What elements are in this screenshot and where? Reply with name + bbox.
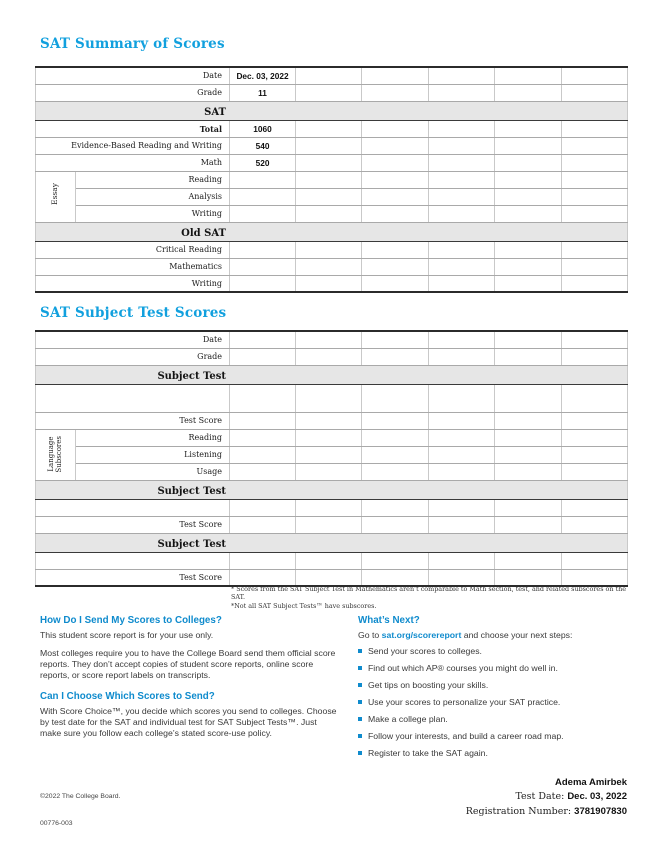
- score-cell: [429, 120, 495, 137]
- score-cell: [230, 384, 296, 412]
- score-cell: [495, 67, 562, 84]
- score-cell: [429, 275, 495, 292]
- list-item-text: Get tips on boosting your skills.: [368, 679, 489, 690]
- score-cell: [362, 463, 429, 480]
- essay-group-cell: [36, 171, 76, 222]
- score-cell: [495, 205, 562, 222]
- section-header-cell: [36, 365, 628, 384]
- score-cell: [362, 171, 429, 188]
- score-cell: [495, 384, 562, 412]
- score-cell: [230, 258, 296, 275]
- score-cell: [429, 154, 495, 171]
- score-cell: [495, 171, 562, 188]
- score-cell: [562, 552, 628, 569]
- subject-name-row: [36, 499, 628, 516]
- score-cell: [429, 446, 495, 463]
- score-cell: [362, 154, 429, 171]
- essay-group-label: Essay: [50, 183, 60, 205]
- score-cell: [562, 137, 628, 154]
- row-label: Grade: [36, 84, 230, 101]
- score-cell: [296, 137, 362, 154]
- whats-next-intro: [358, 630, 643, 641]
- subject-name-cell: [36, 552, 230, 569]
- list-item-text: Register to take the SAT again.: [368, 747, 488, 758]
- score-cell: [296, 258, 362, 275]
- score-cell: [495, 84, 562, 101]
- score-cell: [296, 241, 362, 258]
- score-cell: [495, 463, 562, 480]
- score-cell: [562, 384, 628, 412]
- score-cell: [296, 188, 362, 205]
- ebrw-value-cell: 540: [230, 137, 296, 154]
- bullet-square-icon: [358, 666, 362, 670]
- section-header-cell: [36, 101, 628, 120]
- student-name: Adema Amirbek: [555, 777, 627, 788]
- subject-test-header-row: [36, 480, 628, 499]
- score-cell: [562, 429, 628, 446]
- footnote-line: *Not all SAT Subject Tests™ have subscores.: [231, 601, 377, 610]
- date-value-cell: Dec. 03, 2022: [230, 67, 296, 84]
- list-item: [358, 748, 643, 758]
- list-item: [358, 680, 643, 690]
- table-row: [36, 429, 628, 446]
- score-cell: [296, 446, 362, 463]
- footnotes: [231, 585, 631, 610]
- score-cell: [562, 188, 628, 205]
- bullet-square-icon: [358, 700, 362, 704]
- send-scores-heading: How Do I Send My Scores to Colleges?: [40, 615, 222, 626]
- score-cell: [362, 275, 429, 292]
- score-choice-heading: Can I Choose Which Scores to Send?: [40, 690, 215, 702]
- score-cell: [362, 120, 429, 137]
- section-header-label: Subject Test: [157, 538, 226, 550]
- score-cell: [562, 120, 628, 137]
- row-label: Writing: [76, 205, 230, 222]
- score-cell: [230, 552, 296, 569]
- test-date-value: Dec. 03, 2022: [567, 791, 627, 803]
- score-cell: [562, 258, 628, 275]
- row-label: Reading: [76, 429, 230, 446]
- score-cell: [296, 67, 362, 84]
- score-cell: [362, 552, 429, 569]
- score-choice-paragraph: With Score Choice™, you decide which scores you send to colleges. Choose by test date for the SAT and individual test for SAT Subject Tests™. Just make sure you follow each college’s stated score-use policy.: [40, 705, 337, 738]
- table-row: [36, 258, 628, 275]
- score-cell: [230, 412, 296, 429]
- score-cell: [495, 275, 562, 292]
- student-info-block: [327, 776, 627, 819]
- score-cell: [429, 188, 495, 205]
- row-label: Usage: [76, 463, 230, 480]
- score-cell: [429, 348, 495, 365]
- list-item: [358, 646, 643, 656]
- table-row: [36, 84, 628, 101]
- score-cell: [230, 171, 296, 188]
- sat-section-header-row: [36, 101, 628, 120]
- score-cell: [562, 412, 628, 429]
- score-cell: [230, 348, 296, 365]
- list-item-text: Make a college plan.: [368, 713, 448, 724]
- row-label: Listening: [76, 446, 230, 463]
- score-cell: [429, 412, 495, 429]
- section-header-label: Old SAT: [181, 227, 226, 239]
- score-cell: [230, 331, 296, 348]
- score-cell: [562, 446, 628, 463]
- list-item: [358, 731, 643, 741]
- score-cell: [296, 84, 362, 101]
- registration-label: Registration Number:: [465, 805, 575, 817]
- math-value-cell: 520: [230, 154, 296, 171]
- score-cell: [296, 348, 362, 365]
- test-date-line: [327, 790, 627, 804]
- score-cell: [362, 67, 429, 84]
- subject-test-title: SAT Subject Test Scores: [40, 305, 227, 321]
- score-cell: [495, 331, 562, 348]
- row-label: Grade: [36, 348, 230, 365]
- bullet-square-icon: [358, 751, 362, 755]
- score-cell: [296, 171, 362, 188]
- table-row: [36, 137, 628, 154]
- send-scores-paragraph: Most colleges require you to have the College Board send them official score reports. They don’t accept copies of student score reports, online score reports, or score report labels on transcripts.: [40, 647, 336, 680]
- test-date-label: Test Date:: [515, 791, 568, 803]
- row-label: Mathematics: [36, 258, 230, 275]
- score-cell: [296, 552, 362, 569]
- section-header-label: Subject Test: [157, 485, 226, 497]
- row-label: Test Score: [36, 569, 230, 586]
- score-cell: [495, 552, 562, 569]
- row-label: Test Score: [36, 412, 230, 429]
- score-cell: [562, 84, 628, 101]
- score-cell: [362, 348, 429, 365]
- language-group-label-line1: Language: [46, 436, 55, 473]
- score-cell: [562, 241, 628, 258]
- score-cell: [362, 258, 429, 275]
- score-cell: [562, 516, 628, 533]
- score-cell: [230, 188, 296, 205]
- row-label: Date: [36, 67, 230, 84]
- score-cell: [230, 463, 296, 480]
- table-row: [36, 171, 628, 188]
- score-cell: [495, 516, 562, 533]
- list-item-text: Send your scores to colleges.: [368, 645, 482, 656]
- score-cell: [495, 137, 562, 154]
- score-cell: [296, 205, 362, 222]
- next-steps-list: [358, 646, 643, 758]
- score-cell: [562, 205, 628, 222]
- score-cell: [230, 275, 296, 292]
- table-row: [36, 516, 628, 533]
- score-cell: [429, 552, 495, 569]
- score-cell: [230, 205, 296, 222]
- language-group-label-line2: Subscores: [54, 436, 63, 473]
- table-row: [36, 205, 628, 222]
- intro-prefix: Go to: [358, 630, 382, 640]
- score-cell: [495, 429, 562, 446]
- score-cell: [429, 67, 495, 84]
- score-cell: [495, 258, 562, 275]
- score-cell: [362, 188, 429, 205]
- list-item-text: Use your scores to personalize your SAT practice.: [368, 696, 561, 707]
- list-item: [358, 663, 643, 673]
- score-cell: [429, 205, 495, 222]
- table-row: [36, 412, 628, 429]
- table-row: [36, 188, 628, 205]
- section-header-cell: [36, 480, 628, 499]
- score-cell: [562, 499, 628, 516]
- score-cell: [429, 463, 495, 480]
- subject-test-header-row: [36, 533, 628, 552]
- score-cell: [296, 516, 362, 533]
- copyright-text: ©2022 The College Board.: [40, 793, 121, 800]
- section-header-cell: [36, 533, 628, 552]
- table-row: [36, 463, 628, 480]
- score-cell: [562, 154, 628, 171]
- subject-name-cell: [36, 384, 230, 412]
- score-cell: [296, 275, 362, 292]
- score-cell: [362, 331, 429, 348]
- subject-name-row: [36, 552, 628, 569]
- score-cell: [495, 188, 562, 205]
- score-cell: [429, 241, 495, 258]
- score-cell: [362, 137, 429, 154]
- subject-test-header-row: [36, 365, 628, 384]
- score-cell: [362, 499, 429, 516]
- score-cell: [230, 499, 296, 516]
- table-row: [36, 275, 628, 292]
- registration-line: [327, 805, 627, 819]
- score-cell: [495, 412, 562, 429]
- score-cell: [230, 446, 296, 463]
- subject-name-row: [36, 384, 628, 412]
- send-scores-section: [40, 615, 340, 746]
- registration-value: 3781907830: [574, 805, 627, 817]
- subject-name-cell: [36, 499, 230, 516]
- score-cell: [495, 241, 562, 258]
- row-label: Evidence-Based Reading and Writing: [36, 137, 230, 154]
- score-cell: [562, 348, 628, 365]
- score-cell: [429, 137, 495, 154]
- score-cell: [562, 275, 628, 292]
- score-cell: [495, 446, 562, 463]
- bullet-square-icon: [358, 649, 362, 653]
- score-cell: [296, 499, 362, 516]
- list-item-text: Follow your interests, and build a career road map.: [368, 730, 564, 741]
- score-cell: [562, 67, 628, 84]
- score-cell: [362, 446, 429, 463]
- score-report-link[interactable]: sat.org/scorereport: [381, 630, 462, 640]
- row-label: Test Score: [36, 516, 230, 533]
- row-label: Math: [36, 154, 230, 171]
- table-row: [36, 348, 628, 365]
- score-cell: [495, 348, 562, 365]
- score-cell: [230, 569, 296, 586]
- score-cell: [429, 258, 495, 275]
- row-label: Reading: [76, 171, 230, 188]
- footnote-line: * Scores from the SAT Subject Test in Mathematics aren’t comparable to Math section, test, and related subscores on the SAT.: [231, 585, 626, 602]
- grade-value-cell: 11: [230, 84, 296, 101]
- score-cell: [296, 120, 362, 137]
- score-cell: [429, 569, 495, 586]
- score-cell: [429, 384, 495, 412]
- score-cell: [495, 569, 562, 586]
- form-code: 00776-003: [40, 820, 73, 827]
- table-row: [36, 120, 628, 137]
- score-cell: [495, 154, 562, 171]
- table-row: [36, 154, 628, 171]
- score-cell: [562, 171, 628, 188]
- score-cell: [296, 412, 362, 429]
- bullet-square-icon: [358, 683, 362, 687]
- row-label: Total: [36, 120, 230, 137]
- score-cell: [296, 384, 362, 412]
- section-header-label: Subject Test: [157, 370, 226, 382]
- table-row: [36, 241, 628, 258]
- subject-test-table: [35, 330, 628, 587]
- table-row: [36, 67, 628, 84]
- score-cell: [296, 463, 362, 480]
- score-cell: [296, 331, 362, 348]
- list-item: [358, 697, 643, 707]
- whats-next-section: [358, 615, 643, 765]
- score-cell: [429, 171, 495, 188]
- row-label: Critical Reading: [36, 241, 230, 258]
- score-cell: [362, 384, 429, 412]
- score-cell: [495, 499, 562, 516]
- intro-suffix: and choose your next steps:: [461, 630, 573, 640]
- table-row: [36, 331, 628, 348]
- sat-summary-table: [35, 66, 628, 293]
- language-subscores-group-cell: [36, 429, 76, 480]
- score-cell: [362, 241, 429, 258]
- table-row: [36, 446, 628, 463]
- score-cell: [296, 429, 362, 446]
- row-label: Analysis: [76, 188, 230, 205]
- list-item: [358, 714, 643, 724]
- score-cell: [429, 84, 495, 101]
- score-cell: [362, 205, 429, 222]
- score-cell: [562, 331, 628, 348]
- table-row: [36, 569, 628, 586]
- score-cell: [429, 429, 495, 446]
- total-value-cell: 1060: [230, 120, 296, 137]
- score-cell: [230, 241, 296, 258]
- score-cell: [562, 463, 628, 480]
- row-label: Writing: [36, 275, 230, 292]
- score-cell: [495, 120, 562, 137]
- score-cell: [429, 516, 495, 533]
- section-header-label: SAT: [204, 106, 226, 118]
- score-cell: [296, 154, 362, 171]
- list-item-text: Find out which AP® courses you might do well in.: [368, 662, 558, 673]
- score-cell: [296, 569, 362, 586]
- row-label: Date: [36, 331, 230, 348]
- bullet-square-icon: [358, 717, 362, 721]
- score-cell: [429, 331, 495, 348]
- score-cell: [362, 429, 429, 446]
- send-scores-paragraph: This student score report is for your use only.: [40, 630, 214, 640]
- score-cell: [362, 516, 429, 533]
- whats-next-heading: What’s Next?: [358, 615, 420, 626]
- summary-title: SAT Summary of Scores: [40, 36, 225, 52]
- section-header-cell: [36, 222, 628, 241]
- score-cell: [230, 429, 296, 446]
- score-cell: [429, 499, 495, 516]
- bullet-square-icon: [358, 734, 362, 738]
- score-cell: [362, 84, 429, 101]
- score-cell: [362, 412, 429, 429]
- score-cell: [230, 516, 296, 533]
- score-cell: [562, 569, 628, 586]
- score-cell: [362, 569, 429, 586]
- old-sat-section-header-row: [36, 222, 628, 241]
